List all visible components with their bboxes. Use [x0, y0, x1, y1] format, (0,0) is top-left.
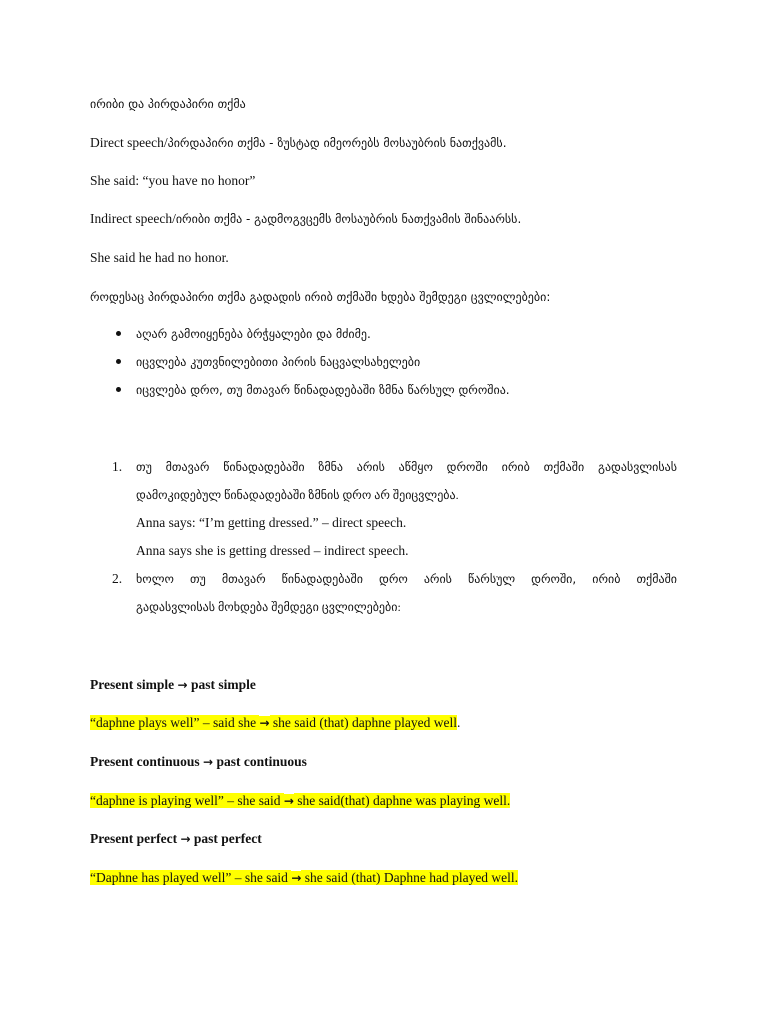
arrow-right-icon: → — [180, 832, 191, 846]
direct-speech-definition — [90, 134, 507, 153]
numbered-item-text: თუ მთავარ წინადადებაში ზმნა არის აწმყო დროში ირიბ თქმაში გადასვლისას — [136, 460, 677, 474]
example-indirect: she said (that) daphne played well — [269, 715, 457, 730]
arrow-right-icon: → — [259, 716, 270, 730]
numbered-item-example: Anna says she is getting dressed – indirect speech. — [136, 543, 409, 558]
bullet-dot-icon — [116, 387, 121, 392]
numbered-item-text-continued: დამოკიდებულ წინადადებაში ზმნის დრო არ შეიცვლება. — [136, 488, 459, 502]
example-direct: “daphne plays well” – said she — [90, 715, 257, 730]
tense-heading — [90, 676, 256, 694]
numbered-item-example: Anna says: “I’m getting dressed.” – direct speech. — [136, 515, 407, 530]
bullet-dot-icon — [116, 359, 121, 364]
arrow-right-icon: → — [203, 755, 214, 769]
numbered-item-text-continued: გადასვლისას მოხდება შემდეგი ცვლილებები: — [136, 600, 401, 614]
direct-speech-example: She said: “you have no honor” — [90, 173, 256, 188]
bullet-dot-icon — [116, 331, 121, 336]
indirect-speech-definition — [90, 210, 521, 229]
arrow-right-icon: → — [177, 678, 188, 692]
tense-example — [90, 869, 518, 887]
page-title: ირიბი და პირდაპირი თქმა — [90, 97, 246, 111]
arrow-right-icon: → — [283, 794, 294, 808]
tense-example — [90, 792, 510, 810]
tense-to: past perfect — [190, 831, 262, 846]
direct-speech-explanation: პირდაპირი თქმა - ზუსტად იმეორებს მოსაუბრის ნათქვამს. — [167, 136, 507, 150]
numbered-item-text: ხოლო თუ მთავარ წინადადებაში დრო არის წარსულ დროში, ირიბ თქმაში — [136, 572, 677, 586]
tense-heading — [90, 830, 262, 848]
list-number: 1. — [112, 459, 123, 474]
indirect-speech-explanation: ირიბი თქმა - გადმოგვცემს მოსაუბრის ნათქვამის შინაარსს. — [175, 212, 522, 226]
bullet-item: იცვლება კუთვნილებითი პირის ნაცვალსახელები — [136, 355, 421, 369]
tense-to: past simple — [187, 677, 256, 692]
direct-speech-term: Direct speech/ — [90, 135, 168, 150]
example-indirect: she said (that) Daphne had played well. — [301, 870, 519, 885]
tense-heading — [90, 753, 307, 771]
example-direct: “daphne is playing well” – she said — [90, 793, 281, 808]
bullet-item: აღარ გამოიყენება ბრჭყალები და მძიმე. — [136, 327, 371, 341]
list-number: 2. — [112, 571, 123, 586]
changes-intro: როდესაც პირდაპირი თქმა გადადის ირიბ თქმაში ხდება შემდეგი ცვლილებები: — [90, 290, 551, 304]
tense-example — [90, 714, 460, 732]
bullet-item: იცვლება დრო, თუ მთავარ წინადადებაში ზმნა წარსულ დროშია. — [136, 383, 510, 397]
tense-to: past continuous — [213, 754, 307, 769]
example-tail: . — [456, 715, 461, 730]
example-direct: “Daphne has played well” – she said — [90, 870, 288, 885]
indirect-speech-example: She said he had no honor. — [90, 250, 229, 265]
tense-from: Present simple — [90, 677, 175, 692]
example-indirect: she said(that) daphne was playing well. — [293, 793, 511, 808]
indirect-speech-term: Indirect speech/ — [90, 211, 176, 226]
tense-from: Present continuous — [90, 754, 200, 769]
arrow-right-icon: → — [291, 871, 302, 885]
tense-from: Present perfect — [90, 831, 178, 846]
